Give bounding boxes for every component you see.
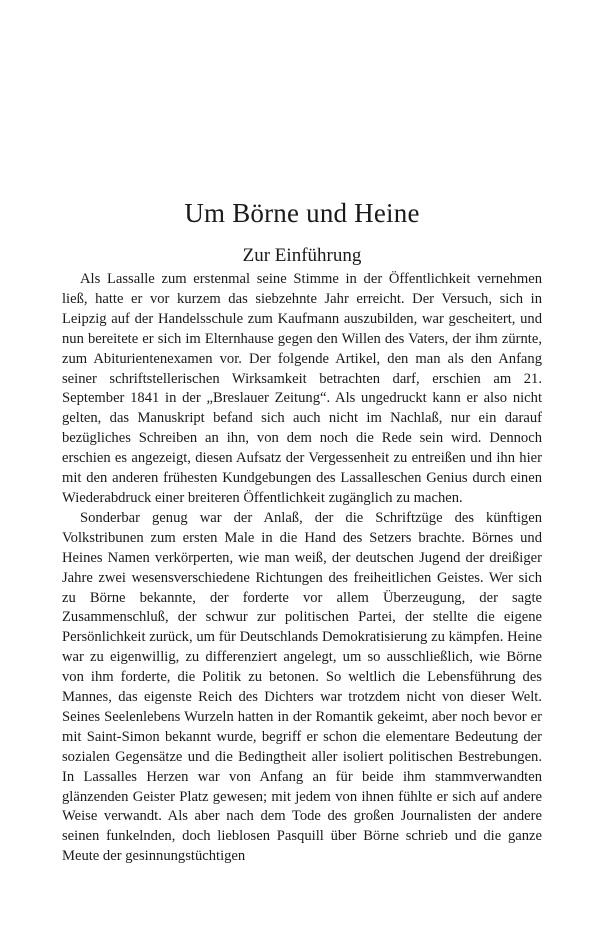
body-text [62, 270, 542, 867]
page-subtitle: Zur Einführung [242, 245, 362, 266]
page-title: Um Börne und Heine [184, 198, 420, 228]
paragraph-2: Sonderbar genug war der Anlaß, der die Schriftzüge des künftigen Volkstribunen zum ersten Male in die Hand des Setzers brachte. Börnes und Heines Namen verkörperten, wie man weiß, der deutschen Jugend der dreißiger Jahre zwei wesensverschiedene Richtungen des freiheitlichen Geistes. Wer sich zu Börne bekannte, der forderte vor allem Überzeugung, der sagte Zusammenschluß, der schwur zur politischen Partei, der stellte die eigene Persönlichkeit zurück, um für Deutschlands Demokratisierung zu kämpfen. Heine war zu eigenwillig, zu differenziert angelegt, um so ausschließlich, wie Börne von ihm forderte, die Politik zu betonen. So weltlich die Lebensführung des Mannes, das eigenste Reich des Dichters war trotzdem nicht von dieser Welt. Seines Seelenlebens Wurzeln hatten in der Romantik gekeimt, aber noch bevor er mit Saint-Simon bekannt wurde, begriff er schon die elementare Bedeutung der sozialen Gegensätze und die Bedingtheit aller isoliert politischen Bestrebungen. In Lassalles Herzen war von Anfang an für beide ihm stammverwandten glänzenden Geister Platz gewesen; mit jedem von ihnen fühlte er sich auf andere Weise verwandt. Als aber nach dem Tode des großen Journalisten der andere seinen funkelnden, doch lieblosen Pasquill über Börne schrieb und die ganze Meute der gesinnungstüchtigen [62, 509, 542, 865]
document-page [62, 196, 542, 867]
paragraph-1: Als Lassalle zum erstenmal seine Stimme in der Öffentlichkeit vernehmen ließ, hatte er vor kurzem das siebzehnte Jahr erreicht. Der Versuch, sich in Leipzig auf der Handelsschule zum Kaufmann auszubilden, war gescheitert, und nun bereitete er sich im Elternhause gegen den Willen des Vaters, der ihm zürnte, zum Abiturientenexamen vor. Der folgende Artikel, den man als den Anfang seiner schriftstellerischen Wirksamkeit betrachten darf, erschien am 21. September 1841 in der „Breslauer Zeitung“. Als ungedruckt kann er also nicht gelten, das Manuskript befand sich auch nicht im Nachlaß, nur ein darauf bezügliches Schreiben an ihn, von dem noch die Rede sein wird. Dennoch erschien es angezeigt, diesen Aufsatz der Vergessenheit zu entreißen und ihn hier mit den anderen frühesten Kundgebungen des Lassalleschen Genius durch einen Wiederabdruck einer breiteren Öffentlichkeit zugänglich zu machen. [62, 271, 542, 506]
